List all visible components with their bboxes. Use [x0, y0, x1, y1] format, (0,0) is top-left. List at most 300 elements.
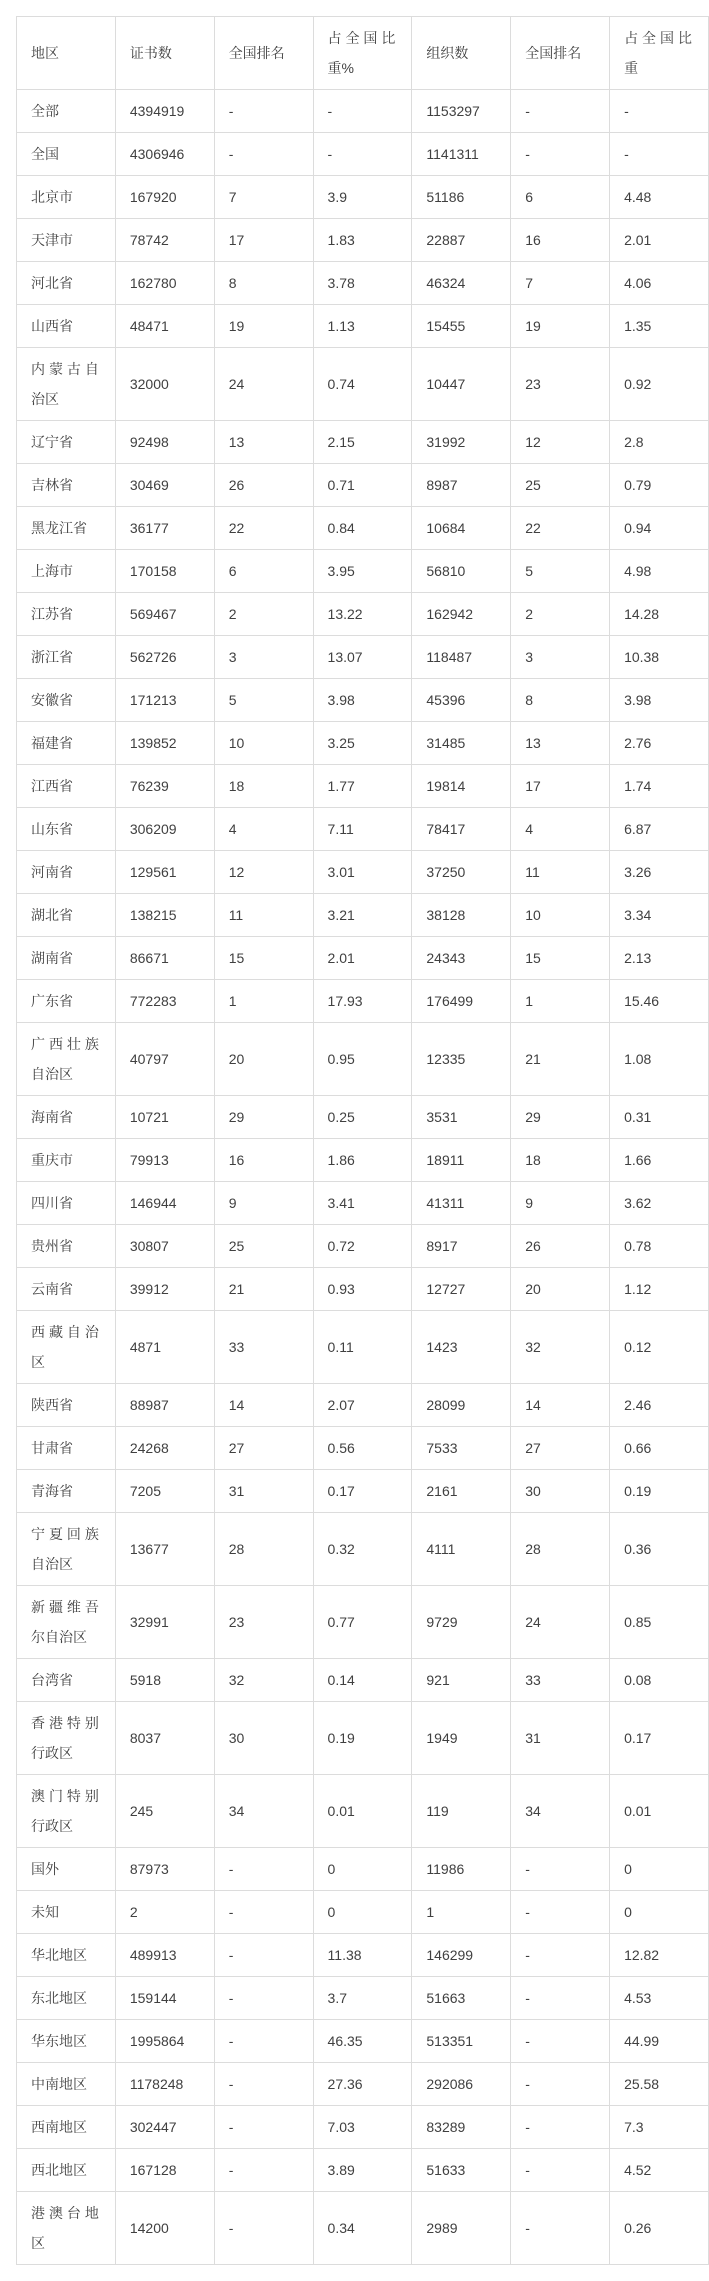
table-row: [17, 1977, 709, 2020]
table-row: [17, 980, 709, 1023]
org-share-cell: 10.38: [610, 636, 709, 679]
org-rank-cell: 28: [511, 1513, 610, 1586]
table-row: [17, 550, 709, 593]
cert-share-cell: 3.98: [313, 679, 412, 722]
cert-rank-cell: 27: [214, 1427, 313, 1470]
org-rank-cell: 27: [511, 1427, 610, 1470]
org-rank-cell: 18: [511, 1139, 610, 1182]
cert-count-cell: 88987: [115, 1384, 214, 1427]
region-cell: 吉林省: [17, 464, 116, 507]
org-share-cell: 2.46: [610, 1384, 709, 1427]
org-count-cell: 1: [412, 1891, 511, 1934]
org-rank-cell: 33: [511, 1659, 610, 1702]
cert-share-cell: 0.74: [313, 348, 412, 421]
org-rank-cell: 6: [511, 176, 610, 219]
cert-rank-cell: 13: [214, 421, 313, 464]
cert-count-cell: 79913: [115, 1139, 214, 1182]
cert-count-cell: 13677: [115, 1513, 214, 1586]
org-rank-cell: -: [511, 1934, 610, 1977]
org-share-cell: 1.12: [610, 1268, 709, 1311]
cert-share-cell: 0.19: [313, 1702, 412, 1775]
table-row: [17, 1182, 709, 1225]
table-row: [17, 636, 709, 679]
org-count-cell: 41311: [412, 1182, 511, 1225]
cert-rank-cell: -: [214, 133, 313, 176]
cert-count-cell: 10721: [115, 1096, 214, 1139]
region-cell: 华东地区: [17, 2020, 116, 2063]
cert-count-cell: 1178248: [115, 2063, 214, 2106]
column-header-5: 全国排名: [511, 17, 610, 90]
cert-share-cell: 0.93: [313, 1268, 412, 1311]
region-cell: 贵州省: [17, 1225, 116, 1268]
cert-rank-cell: 26: [214, 464, 313, 507]
org-count-cell: 7533: [412, 1427, 511, 1470]
org-share-cell: 12.82: [610, 1934, 709, 1977]
cert-count-cell: 306209: [115, 808, 214, 851]
org-share-cell: 2.76: [610, 722, 709, 765]
table-row: [17, 1513, 709, 1586]
cert-rank-cell: -: [214, 2106, 313, 2149]
table-row: [17, 765, 709, 808]
region-cell: 广西壮族自治区: [17, 1023, 116, 1096]
org-count-cell: 22887: [412, 219, 511, 262]
org-count-cell: 9729: [412, 1586, 511, 1659]
org-share-cell: 3.26: [610, 851, 709, 894]
org-rank-cell: -: [511, 90, 610, 133]
cert-share-cell: 0.72: [313, 1225, 412, 1268]
cert-count-cell: 245: [115, 1775, 214, 1848]
table-row: [17, 219, 709, 262]
cert-count-cell: 4306946: [115, 133, 214, 176]
org-rank-cell: 23: [511, 348, 610, 421]
cert-share-cell: 1.83: [313, 219, 412, 262]
org-rank-cell: 5: [511, 550, 610, 593]
cert-rank-cell: 1: [214, 980, 313, 1023]
org-count-cell: 1423: [412, 1311, 511, 1384]
org-count-cell: 31992: [412, 421, 511, 464]
table-row: [17, 2063, 709, 2106]
org-share-cell: 14.28: [610, 593, 709, 636]
org-count-cell: 83289: [412, 2106, 511, 2149]
org-rank-cell: 3: [511, 636, 610, 679]
cert-count-cell: 36177: [115, 507, 214, 550]
column-header-2: 全国排名: [214, 17, 313, 90]
org-share-cell: 44.99: [610, 2020, 709, 2063]
region-cell: 宁夏回族自治区: [17, 1513, 116, 1586]
cert-share-cell: 0.77: [313, 1586, 412, 1659]
org-count-cell: 2161: [412, 1470, 511, 1513]
org-share-cell: 4.06: [610, 262, 709, 305]
org-share-cell: 1.66: [610, 1139, 709, 1182]
org-share-cell: 0.17: [610, 1702, 709, 1775]
cert-share-cell: 2.07: [313, 1384, 412, 1427]
table-row: [17, 679, 709, 722]
cert-share-cell: 3.21: [313, 894, 412, 937]
org-rank-cell: 12: [511, 421, 610, 464]
cert-share-cell: -: [313, 90, 412, 133]
cert-rank-cell: 6: [214, 550, 313, 593]
org-rank-cell: -: [511, 133, 610, 176]
org-rank-cell: 8: [511, 679, 610, 722]
region-cell: 山西省: [17, 305, 116, 348]
cert-count-cell: 8037: [115, 1702, 214, 1775]
org-share-cell: 4.48: [610, 176, 709, 219]
cert-rank-cell: 17: [214, 219, 313, 262]
cert-rank-cell: -: [214, 1848, 313, 1891]
region-cell: 上海市: [17, 550, 116, 593]
org-count-cell: 1949: [412, 1702, 511, 1775]
org-count-cell: 921: [412, 1659, 511, 1702]
region-cell: 福建省: [17, 722, 116, 765]
cert-count-cell: 30807: [115, 1225, 214, 1268]
cert-count-cell: 138215: [115, 894, 214, 937]
org-share-cell: 3.34: [610, 894, 709, 937]
table-row: [17, 1848, 709, 1891]
org-share-cell: 2.8: [610, 421, 709, 464]
org-rank-cell: 16: [511, 219, 610, 262]
cert-rank-cell: 25: [214, 1225, 313, 1268]
org-count-cell: 4111: [412, 1513, 511, 1586]
column-header-3: 占全国比重%: [313, 17, 412, 90]
region-stats-table: [16, 16, 709, 2265]
cert-count-cell: 76239: [115, 765, 214, 808]
org-share-cell: 4.53: [610, 1977, 709, 2020]
table-row: [17, 1934, 709, 1977]
org-share-cell: -: [610, 133, 709, 176]
region-cell: 辽宁省: [17, 421, 116, 464]
cert-rank-cell: 12: [214, 851, 313, 894]
cert-rank-cell: 7: [214, 176, 313, 219]
cert-count-cell: 78742: [115, 219, 214, 262]
org-count-cell: 513351: [412, 2020, 511, 2063]
org-rank-cell: 32: [511, 1311, 610, 1384]
org-rank-cell: -: [511, 2149, 610, 2192]
table-row: [17, 305, 709, 348]
cert-count-cell: 562726: [115, 636, 214, 679]
org-share-cell: 0.19: [610, 1470, 709, 1513]
table-row: [17, 808, 709, 851]
cert-share-cell: 1.13: [313, 305, 412, 348]
org-rank-cell: -: [511, 2106, 610, 2149]
org-rank-cell: 26: [511, 1225, 610, 1268]
cert-rank-cell: -: [214, 1891, 313, 1934]
org-share-cell: 3.98: [610, 679, 709, 722]
org-count-cell: 28099: [412, 1384, 511, 1427]
region-cell: 重庆市: [17, 1139, 116, 1182]
cert-count-cell: 139852: [115, 722, 214, 765]
region-cell: 安徽省: [17, 679, 116, 722]
cert-share-cell: 2.01: [313, 937, 412, 980]
org-rank-cell: 1: [511, 980, 610, 1023]
cert-share-cell: 0.71: [313, 464, 412, 507]
region-cell: 江苏省: [17, 593, 116, 636]
org-share-cell: 0.26: [610, 2192, 709, 2265]
org-share-cell: 25.58: [610, 2063, 709, 2106]
org-rank-cell: 25: [511, 464, 610, 507]
cert-count-cell: 489913: [115, 1934, 214, 1977]
cert-share-cell: 0.56: [313, 1427, 412, 1470]
cert-count-cell: 32991: [115, 1586, 214, 1659]
org-count-cell: 8917: [412, 1225, 511, 1268]
cert-count-cell: 4394919: [115, 90, 214, 133]
org-share-cell: 0.79: [610, 464, 709, 507]
org-share-cell: 0.92: [610, 348, 709, 421]
cert-count-cell: 5918: [115, 1659, 214, 1702]
table-row: [17, 464, 709, 507]
org-rank-cell: 29: [511, 1096, 610, 1139]
org-count-cell: 31485: [412, 722, 511, 765]
org-count-cell: 8987: [412, 464, 511, 507]
cert-rank-cell: -: [214, 2192, 313, 2265]
cert-count-cell: 7205: [115, 1470, 214, 1513]
cert-count-cell: 162780: [115, 262, 214, 305]
org-share-cell: 0.31: [610, 1096, 709, 1139]
table-row: [17, 1586, 709, 1659]
org-rank-cell: -: [511, 2063, 610, 2106]
org-share-cell: 0.94: [610, 507, 709, 550]
cert-rank-cell: -: [214, 1934, 313, 1977]
cert-count-cell: 170158: [115, 550, 214, 593]
table-row: [17, 133, 709, 176]
table-row: [17, 1096, 709, 1139]
cert-count-cell: 86671: [115, 937, 214, 980]
cert-share-cell: 17.93: [313, 980, 412, 1023]
table-row: [17, 2192, 709, 2265]
org-count-cell: 15455: [412, 305, 511, 348]
cert-rank-cell: 29: [214, 1096, 313, 1139]
table-row: [17, 1268, 709, 1311]
cert-count-cell: 40797: [115, 1023, 214, 1096]
cert-count-cell: 129561: [115, 851, 214, 894]
table-row: [17, 937, 709, 980]
org-count-cell: 51663: [412, 1977, 511, 2020]
org-rank-cell: 2: [511, 593, 610, 636]
region-cell: 河北省: [17, 262, 116, 305]
cert-rank-cell: 16: [214, 1139, 313, 1182]
cert-rank-cell: -: [214, 90, 313, 133]
table-row: [17, 1659, 709, 1702]
cert-share-cell: 3.89: [313, 2149, 412, 2192]
cert-rank-cell: 15: [214, 937, 313, 980]
region-cell: 云南省: [17, 1268, 116, 1311]
cert-rank-cell: 3: [214, 636, 313, 679]
region-cell: 全国: [17, 133, 116, 176]
org-share-cell: 3.62: [610, 1182, 709, 1225]
region-cell: 四川省: [17, 1182, 116, 1225]
region-cell: 湖南省: [17, 937, 116, 980]
region-cell: 广东省: [17, 980, 116, 1023]
org-count-cell: 46324: [412, 262, 511, 305]
org-share-cell: 1.35: [610, 305, 709, 348]
table-row: [17, 2106, 709, 2149]
org-share-cell: 1.08: [610, 1023, 709, 1096]
cert-share-cell: 3.78: [313, 262, 412, 305]
org-share-cell: 0: [610, 1891, 709, 1934]
table-row: [17, 262, 709, 305]
region-cell: 东北地区: [17, 1977, 116, 2020]
table-row: [17, 722, 709, 765]
org-rank-cell: 22: [511, 507, 610, 550]
org-rank-cell: 17: [511, 765, 610, 808]
table-row: [17, 894, 709, 937]
region-cell: 天津市: [17, 219, 116, 262]
table-row: [17, 1311, 709, 1384]
cert-share-cell: 3.01: [313, 851, 412, 894]
region-cell: 港澳台地区: [17, 2192, 116, 2265]
cert-share-cell: 11.38: [313, 1934, 412, 1977]
cert-share-cell: 0.95: [313, 1023, 412, 1096]
cert-count-cell: 48471: [115, 305, 214, 348]
table-row: [17, 851, 709, 894]
org-rank-cell: 19: [511, 305, 610, 348]
cert-rank-cell: 31: [214, 1470, 313, 1513]
org-rank-cell: 15: [511, 937, 610, 980]
column-header-1: 证书数: [115, 17, 214, 90]
cert-count-cell: 32000: [115, 348, 214, 421]
column-header-4: 组织数: [412, 17, 511, 90]
table-row: [17, 2149, 709, 2192]
org-count-cell: 1141311: [412, 133, 511, 176]
org-share-cell: 0.36: [610, 1513, 709, 1586]
org-count-cell: 10447: [412, 348, 511, 421]
region-cell: 中南地区: [17, 2063, 116, 2106]
org-share-cell: 0.01: [610, 1775, 709, 1848]
cert-count-cell: 87973: [115, 1848, 214, 1891]
cert-count-cell: 30469: [115, 464, 214, 507]
column-header-6: 占全国比重: [610, 17, 709, 90]
org-share-cell: 4.98: [610, 550, 709, 593]
table-header: [17, 17, 709, 90]
org-rank-cell: 7: [511, 262, 610, 305]
cert-share-cell: 1.77: [313, 765, 412, 808]
region-cell: 甘肃省: [17, 1427, 116, 1470]
table-row: [17, 1384, 709, 1427]
cert-share-cell: 0.17: [313, 1470, 412, 1513]
org-rank-cell: -: [511, 1977, 610, 2020]
cert-count-cell: 24268: [115, 1427, 214, 1470]
table-row: [17, 421, 709, 464]
region-cell: 浙江省: [17, 636, 116, 679]
cert-share-cell: 0: [313, 1848, 412, 1891]
region-cell: 海南省: [17, 1096, 116, 1139]
org-rank-cell: 13: [511, 722, 610, 765]
org-rank-cell: 9: [511, 1182, 610, 1225]
org-share-cell: 4.52: [610, 2149, 709, 2192]
org-rank-cell: -: [511, 2020, 610, 2063]
cert-share-cell: 13.22: [313, 593, 412, 636]
org-rank-cell: 31: [511, 1702, 610, 1775]
table-row: [17, 1891, 709, 1934]
cert-count-cell: 167128: [115, 2149, 214, 2192]
table-row: [17, 2020, 709, 2063]
org-count-cell: 51186: [412, 176, 511, 219]
region-cell: 北京市: [17, 176, 116, 219]
cert-share-cell: 0.32: [313, 1513, 412, 1586]
cert-share-cell: 3.7: [313, 1977, 412, 2020]
region-cell: 澳门特别行政区: [17, 1775, 116, 1848]
cert-share-cell: 2.15: [313, 421, 412, 464]
cert-rank-cell: 19: [214, 305, 313, 348]
org-count-cell: 51633: [412, 2149, 511, 2192]
org-count-cell: 3531: [412, 1096, 511, 1139]
cert-rank-cell: 32: [214, 1659, 313, 1702]
region-cell: 新疆维吾尔自治区: [17, 1586, 116, 1659]
org-rank-cell: 34: [511, 1775, 610, 1848]
cert-rank-cell: -: [214, 2149, 313, 2192]
org-count-cell: 176499: [412, 980, 511, 1023]
cert-rank-cell: -: [214, 2063, 313, 2106]
region-cell: 黑龙江省: [17, 507, 116, 550]
cert-share-cell: 3.25: [313, 722, 412, 765]
org-count-cell: 118487: [412, 636, 511, 679]
org-rank-cell: 21: [511, 1023, 610, 1096]
cert-share-cell: -: [313, 133, 412, 176]
cert-rank-cell: 8: [214, 262, 313, 305]
org-count-cell: 162942: [412, 593, 511, 636]
region-cell: 江西省: [17, 765, 116, 808]
cert-share-cell: 7.11: [313, 808, 412, 851]
table-body: [17, 90, 709, 2265]
org-rank-cell: 4: [511, 808, 610, 851]
cert-rank-cell: 2: [214, 593, 313, 636]
cert-rank-cell: 30: [214, 1702, 313, 1775]
cert-count-cell: 14200: [115, 2192, 214, 2265]
region-cell: 山东省: [17, 808, 116, 851]
cert-share-cell: 0.84: [313, 507, 412, 550]
org-count-cell: 19814: [412, 765, 511, 808]
region-cell: 内蒙古自治区: [17, 348, 116, 421]
org-rank-cell: -: [511, 2192, 610, 2265]
table-row: [17, 348, 709, 421]
region-cell: 西南地区: [17, 2106, 116, 2149]
cert-count-cell: 159144: [115, 1977, 214, 2020]
cert-share-cell: 46.35: [313, 2020, 412, 2063]
cert-rank-cell: 21: [214, 1268, 313, 1311]
region-cell: 国外: [17, 1848, 116, 1891]
org-share-cell: 6.87: [610, 808, 709, 851]
org-rank-cell: 20: [511, 1268, 610, 1311]
cert-share-cell: 0: [313, 1891, 412, 1934]
org-count-cell: 11986: [412, 1848, 511, 1891]
cert-count-cell: 1995864: [115, 2020, 214, 2063]
cert-share-cell: 0.34: [313, 2192, 412, 2265]
org-share-cell: 15.46: [610, 980, 709, 1023]
table-row: [17, 507, 709, 550]
cert-count-cell: 171213: [115, 679, 214, 722]
org-share-cell: 0.08: [610, 1659, 709, 1702]
table-row: [17, 1702, 709, 1775]
table-row: [17, 1139, 709, 1182]
org-share-cell: 0.12: [610, 1311, 709, 1384]
region-cell: 台湾省: [17, 1659, 116, 1702]
cert-rank-cell: 11: [214, 894, 313, 937]
cert-rank-cell: 18: [214, 765, 313, 808]
org-rank-cell: 10: [511, 894, 610, 937]
cert-rank-cell: 22: [214, 507, 313, 550]
org-rank-cell: -: [511, 1891, 610, 1934]
cert-share-cell: 0.01: [313, 1775, 412, 1848]
cert-rank-cell: 4: [214, 808, 313, 851]
table-header-row: [17, 17, 709, 90]
cert-rank-cell: 23: [214, 1586, 313, 1659]
region-cell: 西藏自治区: [17, 1311, 116, 1384]
org-count-cell: 45396: [412, 679, 511, 722]
table-row: [17, 90, 709, 133]
column-header-0: 地区: [17, 17, 116, 90]
region-cell: 河南省: [17, 851, 116, 894]
cert-share-cell: 3.95: [313, 550, 412, 593]
region-cell: 香港特别行政区: [17, 1702, 116, 1775]
